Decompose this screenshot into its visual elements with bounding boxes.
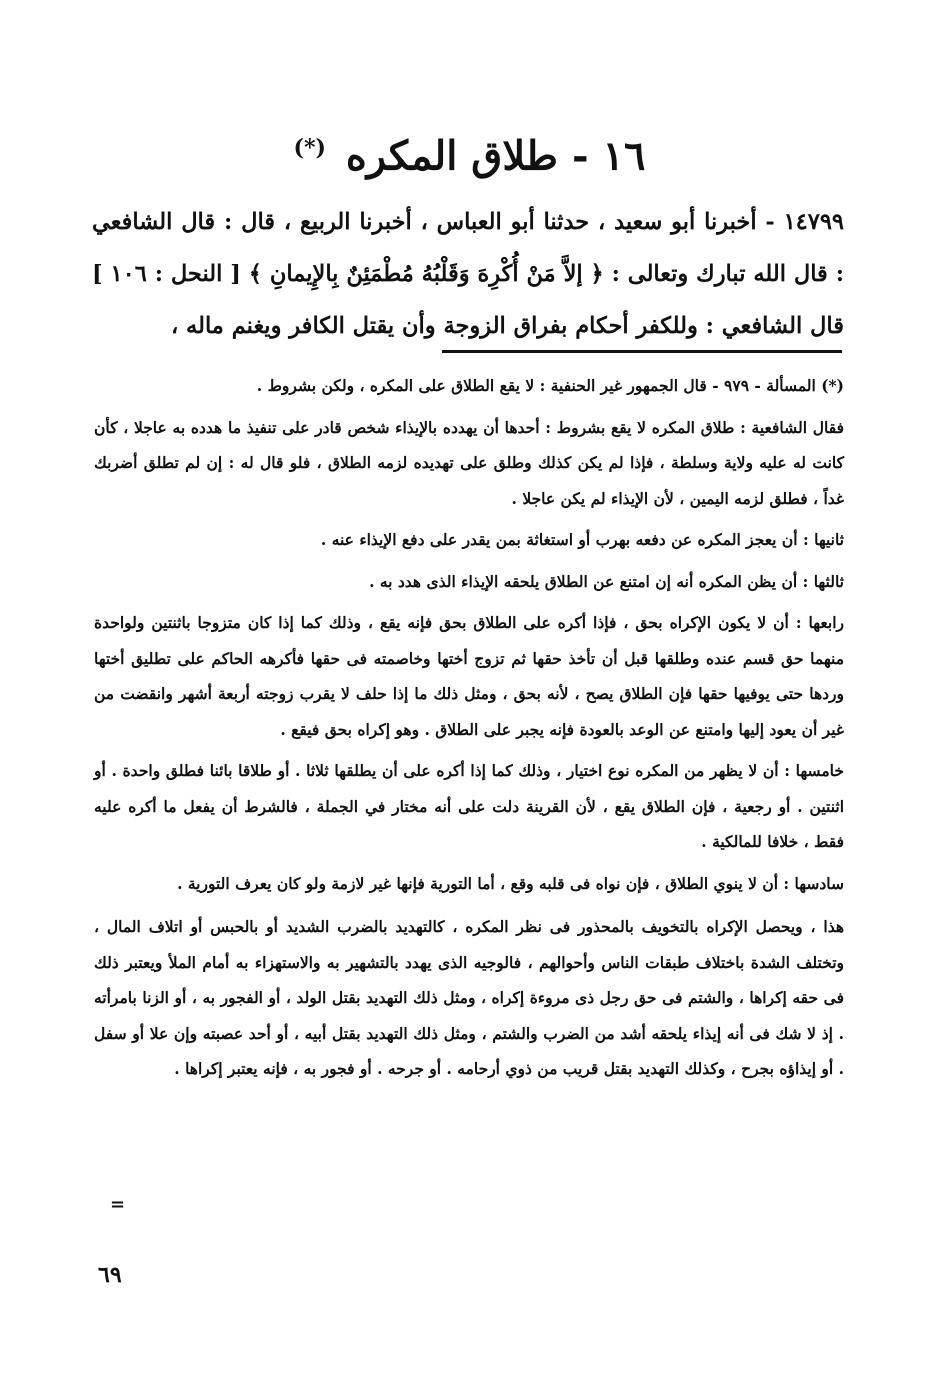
footnotes — [94, 368, 844, 1087]
chapter-title — [0, 118, 939, 186]
footnote-separator — [442, 350, 842, 353]
footnote-condition-3: ثالثها : أن يظن المكره أنه إن امتنع عن الطلاق يلحقه الإيذاء الذى هدد به . — [369, 571, 844, 591]
main-text — [92, 196, 844, 352]
continuation-mark: = — [110, 1194, 126, 1215]
footnote-condition-6: سادسها : أن لا ينوي الطلاق ، فإن نواه فى قلبه وقع ، أما التورية فإنها غير لازمة ولو كان يعرف التورية . — [177, 873, 844, 893]
footnote-condition-5: خامسها : أن لا يظهر من المكره نوع اختيار ، وذلك كما إذا أكره على أن يطلقها ثلاثا . أو طلاقا بائنا فطلق واحدة . أو اثنتين . أو رجعية ، فإن الطلاق يقع ، لأن القرينة دلت على أنه مختار في الجملة ، فالشرط أن يفعل ما أكره عليه فقط ، خلافا للمالكية . — [94, 761, 844, 851]
footnote-intro: (*) المسألة - ٩٧٩ - قال الجمهور غير الحنفية : لا يقع الطلاق على المكره ، ولكن بشروط . — [256, 376, 844, 395]
hadith-paragraph: ١٤٧٩٩ - أخبرنا أبو سعيد ، حدثنا أبو العباس ، أخبرنا الربيع ، قال : قال الشافعي : قال الله تبارك وتعالى : ﴿ إلاَّ مَنْ أُكْرِهَ وَقَلْبُهُ مُطْمَئِنٌ بِالإِيمانِ ﴾ [ النحل : ١٠٦ ] قال الشافعي : وللكفر أحكام بفراق الزوجة وأن يقتل الكافر ويغنم ماله ، — [92, 209, 845, 339]
chapter-title-text: ١٦ - طلاق المكره — [345, 132, 646, 180]
footnote-coercion-means: هذا ، ويحصل الإكراه بالتخويف بالمحذور فى نظر المكره ، كالتهديد بالضرب الشديد أو بالحبس أو اتلاف المال ، وتختلف الشدة باختلاف طبقات الناس وأحوالهم ، فالوجيه الذى يهدد بالتشهير به والاستهزاء به أمام الملأ ويعتبر ذلك فى حقه إكراها ، والشتم فى حق رجل ذى مروءة إكراه ، ومثل ذلك التهديد بقتل الولد ، أو الفجور به ، أو الزنا بامرأته . إذ لا شك فى أنه إيذاء يلحقه أشد من الضرب والشتم ، ومثل ذلك التهديد بقتل أبيه ، أو أحد عصبته وإن علا أو سفل . أو إيذاؤه بجرح ، وكذلك التهديد بقتل قريب من ذوي أرحامه . أو جرحه . أو فجور به ، فإنه يعتبر إكراها . — [94, 917, 845, 1078]
footnote-marker: (*) — [293, 135, 326, 161]
footnote-condition-2: ثانيها : أن يعجز المكره عن دفعه بهرب أو استغاثة بمن يقدر على دفع الإيذاء عنه . — [320, 530, 844, 549]
footnote-condition-1: فقال الشافعية : طلاق المكره لا يقع بشروط : أحدها أن يهدده بالإيذاء شخص قادر على تنفيذ ما هدده به عاجلا ، كأن كانت له عليه ولاية وسلطة ، فإذا لم يكن كذلك وطلق على تهديده لزمه الطلاق ، فلو قال له : إن لم تطلق أضربك غداً ، فطلق لزمه اليمين ، لأن الإيذاء لم يكن عاجلا . — [94, 417, 844, 508]
footnote-condition-4: رابعها : أن لا يكون الإكراه بحق ، فإذا أكره على الطلاق بحق فإنه يقع ، وذلك كما إذا كان متزوجا باثنتين ولواحدة منهما حق قسم عنده وطلقها قبل أن تأخذ حقها ثم تزوج أختها وخاصمته فى حقها فأكرهه الحاكم على تطليق أختها وردها حتى يوفيها حقها فإن الطلاق يصح ، لأنه بحق ، ومثل ذلك ما إذا حلف لا يقرب زوجته أربعة أشهر وانقضت من غير أن يعود إليها وامتنع عن الوعد بالعودة فإنه يجبر على الطلاق . وهو إكراه بحق فيقع . — [94, 613, 844, 739]
page-number: ٦٩ — [98, 1262, 122, 1288]
